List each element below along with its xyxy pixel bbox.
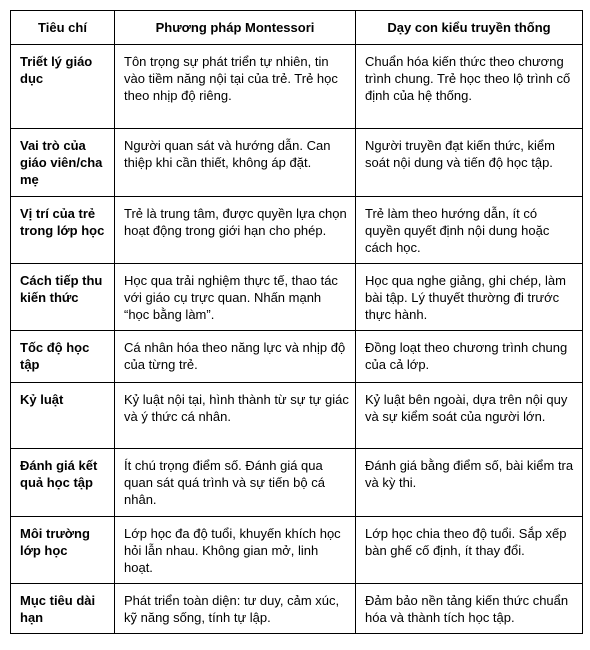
traditional-cell: Chuẩn hóa kiến thức theo chương trình chung. Trẻ học theo lộ trình cố định của hệ thống. <box>356 45 583 129</box>
criterion-cell: Đánh giá kết quả học tập <box>11 449 115 517</box>
table-row <box>11 383 583 449</box>
header-row <box>11 11 583 45</box>
table-row <box>11 584 583 634</box>
criterion-cell: Mục tiêu dài hạn <box>11 584 115 634</box>
table-body <box>11 45 583 634</box>
comparison-table <box>10 10 583 634</box>
table-row <box>11 517 583 584</box>
criterion-cell: Môi trường lớp học <box>11 517 115 584</box>
montessori-cell: Lớp học đa độ tuổi, khuyến khích học hỏi lẫn nhau. Không gian mở, linh hoạt. <box>115 517 356 584</box>
table-row <box>11 197 583 264</box>
criterion-cell: Triết lý giáo dục <box>11 45 115 129</box>
header-traditional: Dạy con kiểu truyền thống <box>356 11 583 45</box>
traditional-cell: Đánh giá bằng điểm số, bài kiểm tra và kỳ thi. <box>356 449 583 517</box>
header-montessori: Phương pháp Montessori <box>115 11 356 45</box>
traditional-cell: Người truyền đạt kiến thức, kiểm soát nội dung và tiến độ học tập. <box>356 129 583 197</box>
montessori-cell: Trẻ là trung tâm, được quyền lựa chọn hoạt động trong giới hạn cho phép. <box>115 197 356 264</box>
montessori-cell: Tôn trọng sự phát triển tự nhiên, tin vào tiềm năng nội tại của trẻ. Trẻ học theo nhịp độ riêng. <box>115 45 356 129</box>
traditional-cell: Đảm bảo nền tảng kiến thức chuẩn hóa và thành tích học tập. <box>356 584 583 634</box>
table-row <box>11 129 583 197</box>
criterion-cell: Vai trò của giáo viên/cha mẹ <box>11 129 115 197</box>
traditional-cell: Lớp học chia theo độ tuổi. Sắp xếp bàn ghế cố định, ít thay đổi. <box>356 517 583 584</box>
table-row <box>11 45 583 129</box>
montessori-cell: Phát triển toàn diện: tư duy, cảm xúc, kỹ năng sống, tính tự lập. <box>115 584 356 634</box>
criterion-cell: Vị trí của trẻ trong lớp học <box>11 197 115 264</box>
header-criterion: Tiêu chí <box>11 11 115 45</box>
criterion-cell: Kỷ luật <box>11 383 115 449</box>
montessori-cell: Người quan sát và hướng dẫn. Can thiệp khi cần thiết, không áp đặt. <box>115 129 356 197</box>
traditional-cell: Học qua nghe giảng, ghi chép, làm bài tập. Lý thuyết thường đi trước thực hành. <box>356 264 583 331</box>
traditional-cell: Đồng loạt theo chương trình chung của cả lớp. <box>356 331 583 383</box>
table-header <box>11 11 583 45</box>
table-row <box>11 264 583 331</box>
montessori-cell: Ít chú trọng điểm số. Đánh giá qua quan sát quá trình và sự tiến bộ cá nhân. <box>115 449 356 517</box>
table-row <box>11 449 583 517</box>
criterion-cell: Cách tiếp thu kiến thức <box>11 264 115 331</box>
traditional-cell: Trẻ làm theo hướng dẫn, ít có quyền quyết định nội dung hoặc cách học. <box>356 197 583 264</box>
table-row <box>11 331 583 383</box>
montessori-cell: Cá nhân hóa theo năng lực và nhịp độ của từng trẻ. <box>115 331 356 383</box>
traditional-cell: Kỷ luật bên ngoài, dựa trên nội quy và sự kiểm soát của người lớn. <box>356 383 583 449</box>
montessori-cell: Học qua trải nghiệm thực tế, thao tác với giáo cụ trực quan. Nhấn mạnh “học bằng làm”. <box>115 264 356 331</box>
montessori-cell: Kỷ luật nội tại, hình thành từ sự tự giác và ý thức cá nhân. <box>115 383 356 449</box>
criterion-cell: Tốc độ học tập <box>11 331 115 383</box>
